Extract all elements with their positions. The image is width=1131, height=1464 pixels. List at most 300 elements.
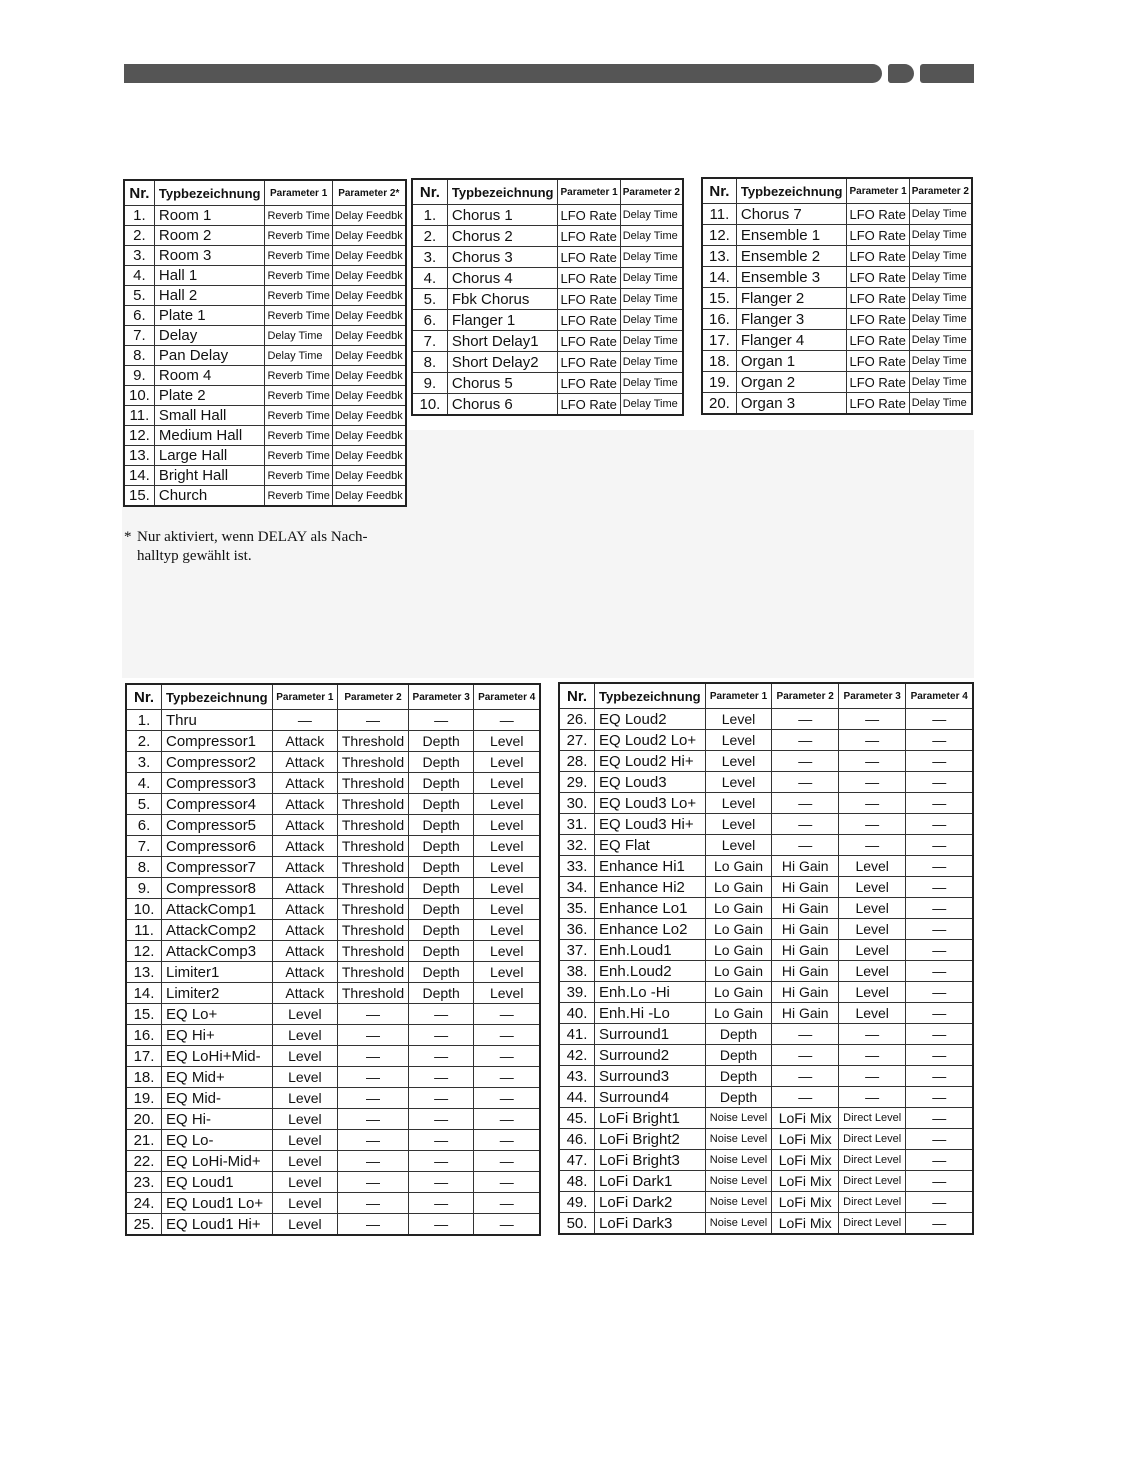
footnote-line: halltyp gewählt ist. <box>137 548 252 564</box>
cell-number: 4. <box>124 266 154 286</box>
cell-parameter-1: Attack <box>272 941 338 962</box>
cell-number: 2. <box>124 226 154 246</box>
cell-parameter-2: — <box>772 1087 839 1108</box>
cell-type-name: Compressor7 <box>162 857 273 878</box>
cell-parameter-4: — <box>906 1192 973 1213</box>
table-row <box>126 710 540 731</box>
table-row <box>126 1109 540 1130</box>
cell-type-name: EQ Loud2 Lo+ <box>595 730 706 751</box>
cell-parameter-1: Attack <box>272 794 338 815</box>
cell-number: 31. <box>559 814 595 835</box>
table-row <box>124 426 406 446</box>
cell-number: 1. <box>412 205 447 226</box>
cell-parameter-4: — <box>474 1130 540 1151</box>
cell-parameter-1: Attack <box>272 857 338 878</box>
cell-parameter-2: Hi Gain <box>772 919 839 940</box>
table-header-row <box>124 180 406 206</box>
cell-parameter-1: Attack <box>272 878 338 899</box>
cell-parameter-3: — <box>408 710 474 731</box>
cell-parameter-2: — <box>772 835 839 856</box>
cell-type-name: Ensemble 3 <box>736 267 847 288</box>
cell-type-name: Ensemble 2 <box>736 246 847 267</box>
cell-type-name: Organ 1 <box>736 351 847 372</box>
table-row <box>124 326 406 346</box>
cell-parameter-4: Level <box>474 773 540 794</box>
cell-parameter-1: Level <box>705 772 772 793</box>
cell-parameter-4: Level <box>474 941 540 962</box>
cell-type-name: Organ 2 <box>736 372 847 393</box>
cell-type-name: AttackComp3 <box>162 941 273 962</box>
cell-type-name: EQ Loud3 <box>595 772 706 793</box>
cell-type-name: Medium Hall <box>154 426 265 446</box>
table-row <box>126 857 540 878</box>
table-row <box>559 961 973 982</box>
table-row <box>126 1088 540 1109</box>
cell-parameter-1: Level <box>705 814 772 835</box>
cell-number: 39. <box>559 982 595 1003</box>
cell-parameter-2: Hi Gain <box>772 877 839 898</box>
table-row <box>412 289 683 310</box>
cell-type-name: Flanger 1 <box>447 310 558 331</box>
cell-parameter-1: Level <box>272 1214 338 1236</box>
cell-type-name: Chorus 3 <box>447 247 558 268</box>
cell-type-name: Chorus 4 <box>447 268 558 289</box>
cell-parameter-4: — <box>474 1067 540 1088</box>
cell-parameter-4: — <box>474 1193 540 1214</box>
cell-parameter-1: LFO Rate <box>847 393 909 415</box>
table-header-row <box>559 683 973 709</box>
cell-parameter-1: LFO Rate <box>558 310 620 331</box>
table-row <box>124 306 406 326</box>
cell-parameter-1: LFO Rate <box>558 352 620 373</box>
cell-type-name: Compressor5 <box>162 815 273 836</box>
cell-parameter-2: Hi Gain <box>772 940 839 961</box>
cell-type-name: Delay <box>154 326 265 346</box>
cell-type-name: Hall 2 <box>154 286 265 306</box>
cell-type-name: Chorus 1 <box>447 205 558 226</box>
column-header-nr: Nr. <box>559 683 595 709</box>
cell-parameter-1: Lo Gain <box>705 877 772 898</box>
cell-parameter-1: Attack <box>272 731 338 752</box>
cell-parameter-1: Noise Level <box>705 1171 772 1192</box>
cell-type-name: Room 3 <box>154 246 265 266</box>
cell-parameter-1: Attack <box>272 920 338 941</box>
cell-type-name: LoFi Bright2 <box>595 1129 706 1150</box>
cell-parameter-4: — <box>906 709 973 730</box>
cell-number: 13. <box>124 446 154 466</box>
cell-parameter-1: LFO Rate <box>847 225 909 246</box>
cell-parameter-3: — <box>408 1130 474 1151</box>
table-row <box>559 877 973 898</box>
cell-parameter-3: Depth <box>408 794 474 815</box>
cell-parameter-1: Attack <box>272 899 338 920</box>
cell-parameter-1: LFO Rate <box>558 268 620 289</box>
column-header-param1: Parameter 1 <box>847 178 909 204</box>
cell-number: 2. <box>126 731 162 752</box>
cell-type-name: Plate 1 <box>154 306 265 326</box>
cell-parameter-2: — <box>338 1088 409 1109</box>
cell-number: 49. <box>559 1192 595 1213</box>
cell-parameter-2: — <box>772 709 839 730</box>
cell-parameter-2: — <box>338 1025 409 1046</box>
cell-parameter-1: Reverb Time <box>265 406 332 426</box>
table-row <box>559 940 973 961</box>
dsp-type-table-2 <box>558 682 974 1235</box>
cell-parameter-4: — <box>906 1171 973 1192</box>
cell-number: 14. <box>124 466 154 486</box>
cell-parameter-2: Delay Time <box>620 247 683 268</box>
cell-type-name: AttackComp2 <box>162 920 273 941</box>
cell-parameter-2: Delay Time <box>620 226 683 247</box>
table-row <box>124 346 406 366</box>
cell-number: 42. <box>559 1045 595 1066</box>
cell-parameter-1: Attack <box>272 815 338 836</box>
cell-number: 11. <box>126 920 162 941</box>
cell-parameter-4: — <box>474 1088 540 1109</box>
table-row <box>126 1151 540 1172</box>
cell-parameter-2: — <box>772 730 839 751</box>
cell-parameter-1: LFO Rate <box>558 373 620 394</box>
cell-number: 40. <box>559 1003 595 1024</box>
cell-parameter-2: Delay Feedbk <box>332 386 405 406</box>
cell-parameter-2: Threshold <box>338 920 409 941</box>
cell-parameter-4: — <box>906 1087 973 1108</box>
cell-parameter-2: — <box>772 793 839 814</box>
cell-type-name: Large Hall <box>154 446 265 466</box>
cell-parameter-3: — <box>408 1004 474 1025</box>
table-row <box>559 1066 973 1087</box>
cell-number: 19. <box>702 372 736 393</box>
cell-number: 21. <box>126 1130 162 1151</box>
cell-parameter-1: Attack <box>272 836 338 857</box>
cell-parameter-2: Delay Time <box>909 351 972 372</box>
footnote-line: Nur aktiviert, wenn DELAY als Nach- <box>137 529 368 545</box>
cell-parameter-1: Lo Gain <box>705 898 772 919</box>
cell-parameter-1: Level <box>272 1109 338 1130</box>
cell-parameter-3: — <box>838 814 905 835</box>
cell-parameter-4: — <box>906 772 973 793</box>
cell-number: 11. <box>702 204 736 225</box>
cell-parameter-2: Delay Feedbk <box>332 326 405 346</box>
cell-parameter-3: Depth <box>408 962 474 983</box>
chorus-type-table-2 <box>701 177 973 415</box>
table-row <box>559 1024 973 1045</box>
table-row <box>412 247 683 268</box>
cell-parameter-1: LFO Rate <box>847 330 909 351</box>
cell-parameter-1: Lo Gain <box>705 1003 772 1024</box>
cell-parameter-2: — <box>338 1172 409 1193</box>
table-row <box>559 856 973 877</box>
column-header-type: Typbezeichnung <box>447 179 558 205</box>
cell-parameter-3: Depth <box>408 731 474 752</box>
cell-parameter-2: LoFi Mix <box>772 1150 839 1171</box>
cell-number: 44. <box>559 1087 595 1108</box>
cell-parameter-2: LoFi Mix <box>772 1129 839 1150</box>
cell-parameter-2: Delay Time <box>909 393 972 415</box>
cell-parameter-3: — <box>408 1214 474 1236</box>
cell-parameter-2: Hi Gain <box>772 1003 839 1024</box>
table-row <box>702 330 972 351</box>
table-row <box>559 835 973 856</box>
cell-parameter-2: Delay Feedbk <box>332 306 405 326</box>
cell-type-name: EQ Flat <box>595 835 706 856</box>
cell-parameter-1: Level <box>705 835 772 856</box>
cell-parameter-1: Lo Gain <box>705 919 772 940</box>
cell-parameter-1: LFO Rate <box>847 288 909 309</box>
cell-parameter-3: — <box>838 835 905 856</box>
cell-parameter-1: Reverb Time <box>265 486 332 507</box>
cell-parameter-4: Level <box>474 962 540 983</box>
cell-parameter-2: Delay Feedbk <box>332 346 405 366</box>
cell-parameter-2: LoFi Mix <box>772 1192 839 1213</box>
cell-parameter-4: Level <box>474 794 540 815</box>
cell-parameter-1: Noise Level <box>705 1108 772 1129</box>
cell-parameter-2: Threshold <box>338 962 409 983</box>
cell-parameter-2: Hi Gain <box>772 898 839 919</box>
cell-type-name: Hall 1 <box>154 266 265 286</box>
table-row <box>126 1067 540 1088</box>
column-header-param2: Parameter 2 <box>620 179 683 205</box>
cell-number: 9. <box>126 878 162 899</box>
cell-parameter-2: Delay Time <box>620 394 683 416</box>
cell-type-name: AttackComp1 <box>162 899 273 920</box>
cell-type-name: Thru <box>162 710 273 731</box>
table-row <box>126 731 540 752</box>
column-header-type: Typbezeichnung <box>736 178 847 204</box>
table-row <box>126 1172 540 1193</box>
cell-parameter-2: Hi Gain <box>772 961 839 982</box>
column-header-type: Typbezeichnung <box>154 180 265 206</box>
cell-parameter-1: Level <box>272 1172 338 1193</box>
table-row <box>559 793 973 814</box>
cell-parameter-2: Delay Time <box>909 372 972 393</box>
cell-parameter-4: — <box>474 1046 540 1067</box>
table-row <box>702 309 972 330</box>
cell-parameter-1: Lo Gain <box>705 961 772 982</box>
cell-parameter-2: Delay Time <box>620 205 683 226</box>
table-row <box>559 814 973 835</box>
table-row <box>412 205 683 226</box>
column-header-param2: Parameter 2 <box>338 684 409 710</box>
cell-parameter-3: — <box>408 1151 474 1172</box>
cell-parameter-3: — <box>838 709 905 730</box>
cell-parameter-3: — <box>838 772 905 793</box>
cell-number: 6. <box>124 306 154 326</box>
cell-parameter-1: LFO Rate <box>847 309 909 330</box>
cell-parameter-2: — <box>338 1067 409 1088</box>
cell-parameter-2: Threshold <box>338 878 409 899</box>
column-header-nr: Nr. <box>124 180 154 206</box>
cell-type-name: Chorus 2 <box>447 226 558 247</box>
cell-number: 5. <box>412 289 447 310</box>
cell-type-name: EQ Loud2 <box>595 709 706 730</box>
cell-parameter-2: Delay Feedbk <box>332 286 405 306</box>
cell-number: 15. <box>126 1004 162 1025</box>
table-row <box>702 372 972 393</box>
table-row <box>702 288 972 309</box>
table-header-row <box>702 178 972 204</box>
cell-type-name: EQ LoHi-Mid+ <box>162 1151 273 1172</box>
cell-parameter-2: Hi Gain <box>772 982 839 1003</box>
table-row <box>124 206 406 226</box>
cell-number: 30. <box>559 793 595 814</box>
cell-type-name: Church <box>154 486 265 507</box>
table-row <box>559 1129 973 1150</box>
cell-parameter-1: LFO Rate <box>847 351 909 372</box>
cell-parameter-2: — <box>338 1193 409 1214</box>
cell-type-name: LoFi Dark2 <box>595 1192 706 1213</box>
cell-parameter-2: — <box>338 1151 409 1172</box>
cell-type-name: EQ LoHi+Mid- <box>162 1046 273 1067</box>
table-row <box>559 1171 973 1192</box>
cell-parameter-4: Level <box>474 752 540 773</box>
cell-parameter-1: Reverb Time <box>265 386 332 406</box>
cell-parameter-4: — <box>474 1004 540 1025</box>
cell-type-name: Enhance Hi2 <box>595 877 706 898</box>
cell-type-name: Short Delay1 <box>447 331 558 352</box>
cell-type-name: Fbk Chorus <box>447 289 558 310</box>
cell-parameter-3: Direct Level <box>838 1213 905 1235</box>
cell-parameter-4: — <box>906 1066 973 1087</box>
cell-parameter-2: Delay Time <box>909 267 972 288</box>
cell-number: 15. <box>702 288 736 309</box>
table-row <box>412 394 683 416</box>
cell-parameter-2: Threshold <box>338 752 409 773</box>
cell-parameter-1: Reverb Time <box>265 266 332 286</box>
cell-parameter-1: LFO Rate <box>558 247 620 268</box>
cell-parameter-4: — <box>906 877 973 898</box>
cell-number: 20. <box>126 1109 162 1130</box>
cell-number: 5. <box>124 286 154 306</box>
column-header-param1: Parameter 1 <box>705 683 772 709</box>
cell-type-name: Limiter1 <box>162 962 273 983</box>
cell-number: 6. <box>126 815 162 836</box>
table-row <box>412 331 683 352</box>
cell-number: 34. <box>559 877 595 898</box>
cell-parameter-2: — <box>772 1045 839 1066</box>
cell-parameter-2: Threshold <box>338 941 409 962</box>
cell-parameter-1: LFO Rate <box>558 289 620 310</box>
cell-type-name: EQ Lo- <box>162 1130 273 1151</box>
table-row <box>412 310 683 331</box>
table-row <box>559 1213 973 1235</box>
cell-parameter-1: Level <box>705 730 772 751</box>
cell-parameter-3: Level <box>838 919 905 940</box>
cell-parameter-3: Depth <box>408 752 474 773</box>
cell-parameter-1: Delay Time <box>265 326 332 346</box>
cell-type-name: Compressor2 <box>162 752 273 773</box>
table-row <box>126 836 540 857</box>
table-header-row <box>412 179 683 205</box>
cell-parameter-3: — <box>838 793 905 814</box>
cell-parameter-2: Delay Time <box>620 310 683 331</box>
table-row <box>559 1087 973 1108</box>
cell-number: 25. <box>126 1214 162 1236</box>
cell-parameter-1: Reverb Time <box>265 246 332 266</box>
cell-type-name: Surround2 <box>595 1045 706 1066</box>
cell-parameter-3: — <box>838 1024 905 1045</box>
cell-type-name: Room 1 <box>154 206 265 226</box>
cell-type-name: EQ Hi- <box>162 1109 273 1130</box>
column-header-param1: Parameter 1 <box>558 179 620 205</box>
cell-type-name: LoFi Bright3 <box>595 1150 706 1171</box>
cell-parameter-2: — <box>338 710 409 731</box>
cell-parameter-1: Noise Level <box>705 1213 772 1235</box>
cell-parameter-3: Level <box>838 940 905 961</box>
table-row <box>124 226 406 246</box>
cell-number: 3. <box>124 246 154 266</box>
cell-parameter-2: Threshold <box>338 857 409 878</box>
table-row <box>126 899 540 920</box>
table-row <box>412 226 683 247</box>
cell-number: 2. <box>412 226 447 247</box>
cell-number: 3. <box>126 752 162 773</box>
cell-number: 19. <box>126 1088 162 1109</box>
cell-type-name: Chorus 5 <box>447 373 558 394</box>
table-row <box>559 982 973 1003</box>
cell-number: 33. <box>559 856 595 877</box>
table-header-row <box>126 684 540 710</box>
table-row <box>124 266 406 286</box>
cell-parameter-2: Delay Time <box>620 331 683 352</box>
cell-number: 43. <box>559 1066 595 1087</box>
table-row <box>559 1108 973 1129</box>
cell-parameter-2: Delay Feedbk <box>332 206 405 226</box>
cell-type-name: LoFi Dark1 <box>595 1171 706 1192</box>
cell-parameter-3: Level <box>838 877 905 898</box>
table-row <box>124 446 406 466</box>
cell-number: 18. <box>126 1067 162 1088</box>
cell-parameter-2: Delay Feedbk <box>332 406 405 426</box>
table-row <box>559 709 973 730</box>
table-row <box>702 246 972 267</box>
cell-parameter-1: Noise Level <box>705 1192 772 1213</box>
cell-parameter-3: — <box>408 1088 474 1109</box>
cell-parameter-2: Delay Feedbk <box>332 426 405 446</box>
cell-parameter-4: — <box>474 1025 540 1046</box>
cell-number: 28. <box>559 751 595 772</box>
cell-parameter-2: — <box>772 1066 839 1087</box>
table-row <box>559 1150 973 1171</box>
cell-parameter-3: — <box>838 730 905 751</box>
cell-type-name: Enhance Hi1 <box>595 856 706 877</box>
cell-number: 47. <box>559 1150 595 1171</box>
page-header-bar <box>124 64 974 83</box>
cell-parameter-4: — <box>906 940 973 961</box>
cell-parameter-1: LFO Rate <box>847 372 909 393</box>
cell-number: 9. <box>412 373 447 394</box>
cell-parameter-1: — <box>272 710 338 731</box>
cell-number: 26. <box>559 709 595 730</box>
table-row <box>702 393 972 415</box>
header-bar-segment <box>124 64 882 83</box>
cell-type-name: Enhance Lo1 <box>595 898 706 919</box>
cell-parameter-2: Delay Time <box>620 268 683 289</box>
cell-type-name: EQ Loud3 Lo+ <box>595 793 706 814</box>
table-row <box>124 466 406 486</box>
table-row <box>126 1004 540 1025</box>
table-row <box>559 772 973 793</box>
table-row <box>126 983 540 1004</box>
cell-parameter-2: Delay Time <box>909 246 972 267</box>
cell-type-name: Compressor4 <box>162 794 273 815</box>
cell-parameter-4: — <box>474 1214 540 1236</box>
cell-number: 12. <box>124 426 154 446</box>
cell-number: 8. <box>124 346 154 366</box>
cell-number: 35. <box>559 898 595 919</box>
cell-number: 17. <box>702 330 736 351</box>
cell-parameter-4: — <box>474 710 540 731</box>
